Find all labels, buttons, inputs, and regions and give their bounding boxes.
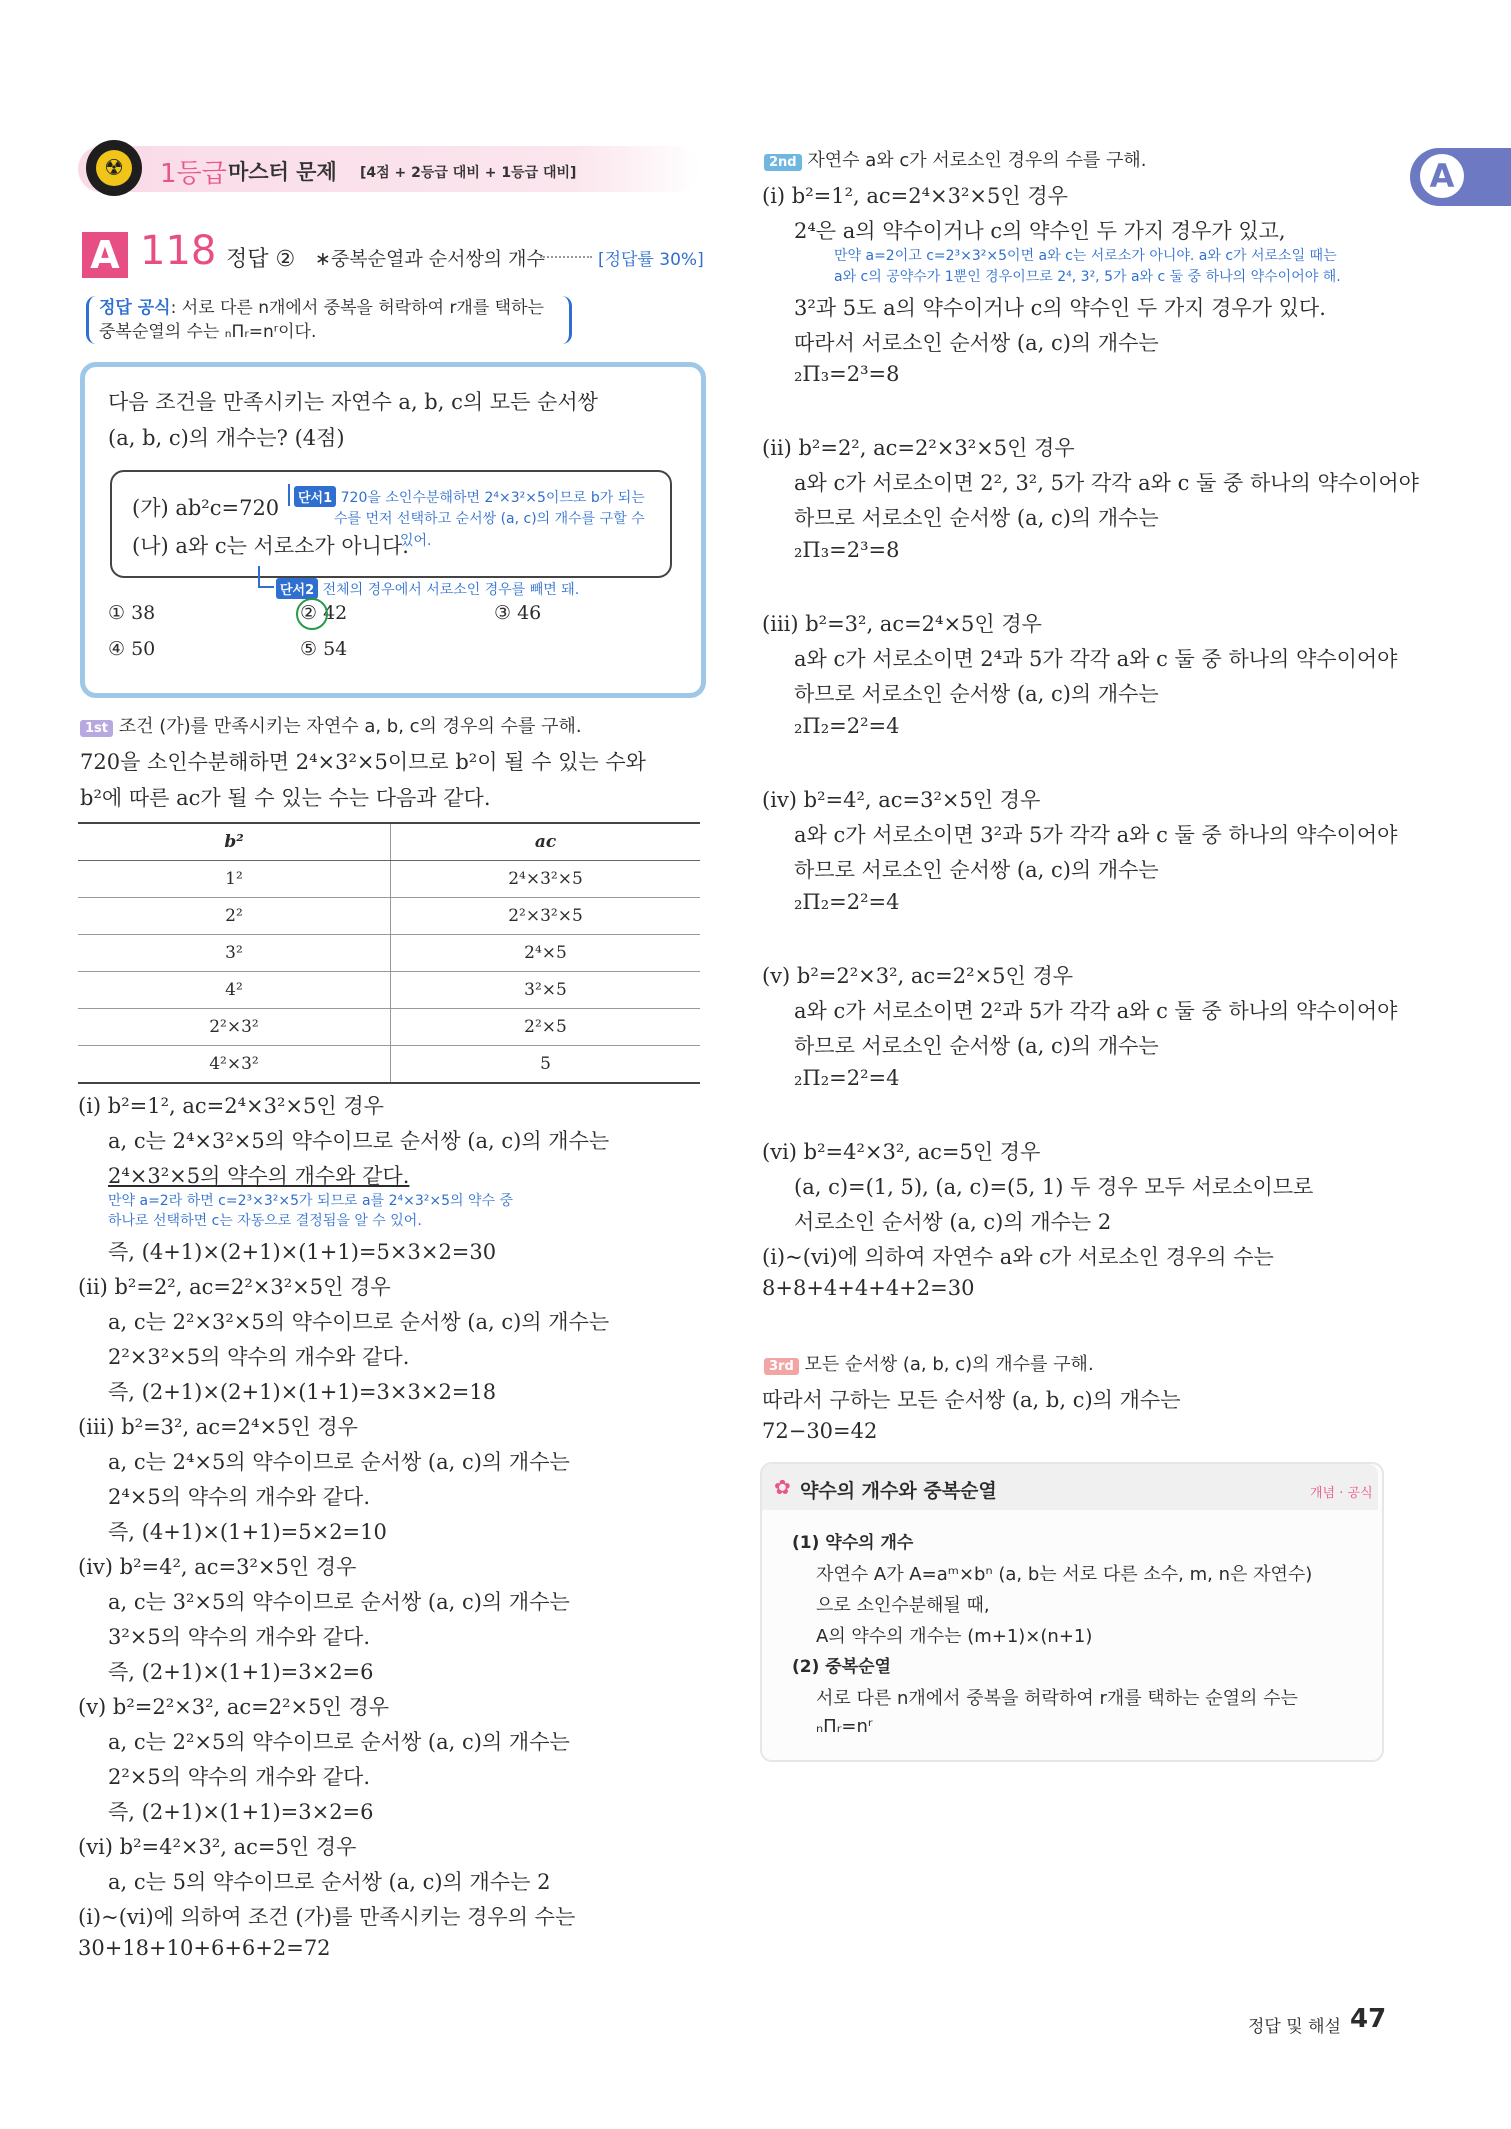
banner-grade: 1등급 — [160, 159, 227, 189]
right-case-line: 서로소인 순서쌍 (a, c)의 개수는 2 — [794, 1210, 1112, 1234]
left-case-line: a, c는 2⁴×5의 약수이므로 순서쌍 (a, c)의 개수는 — [108, 1450, 570, 1474]
right-case-line: ₂Π₃=2³=8 — [794, 538, 900, 562]
right-case-line: 2⁴은 a의 약수이거나 c의 약수인 두 가지 경우가 있고, — [794, 219, 1286, 243]
left-case-line: (ⅲ) b²=3², ac=2⁴×5인 경우 — [78, 1415, 358, 1439]
left-case-line: a, c는 2²×3²×5의 약수이므로 순서쌍 (a, c)의 개수는 — [108, 1310, 610, 1334]
table-cell: 2⁴×5 — [391, 935, 701, 972]
hint2-text: 전체의 경우에서 서로소인 경우를 빼면 돼. — [322, 582, 580, 598]
left-case-line: 2⁴×5의 약수의 개수와 같다. — [108, 1485, 371, 1509]
left-case-line: 2²×3²×5의 약수의 개수와 같다. — [108, 1345, 410, 1369]
step2-title: 자연수 a와 c가 서로소인 경우의 수를 구해. — [807, 150, 1147, 171]
banner-title: 마스터 문제 — [228, 160, 337, 184]
left-case-line: 즉, (4+1)×(2+1)×(1+1)=5×3×2=30 — [108, 1240, 497, 1264]
hint1-tag: 단서1 — [294, 486, 336, 507]
table-row — [78, 898, 700, 935]
table-cell: 2²×3²×5 — [391, 898, 701, 935]
condition-ga: (가) ab²c=720 — [132, 496, 280, 520]
left-case-line: (ⅴ) b²=2²×3², ac=2²×5인 경우 — [78, 1695, 390, 1719]
right-case-line: 하므로 서로소인 순서쌍 (a, c)의 개수는 — [794, 858, 1159, 882]
right-case-line: (ⅰ) b²=1², ac=2⁴×3²×5인 경우 — [762, 184, 1068, 208]
footer-label: 정답 및 해설 — [1248, 2017, 1341, 2037]
left-case-note: 만약 a=2라 하면 c=2³×3²×5가 되므로 a를 2⁴×3²×5의 약수 중 — [108, 1193, 513, 1209]
problem-text-2: (a, b, c)의 개수는? (4점) — [108, 426, 345, 450]
banner-subtitle: [4점 + 2등급 대비 + 1등급 대비] — [360, 165, 577, 181]
table-cell: 5 — [391, 1046, 701, 1084]
right-case-line: ₂Π₂=2²=4 — [794, 1066, 900, 1090]
table-cell: 4² — [78, 972, 391, 1009]
answer-circle-mark — [296, 598, 328, 630]
table-cell: 4²×3² — [78, 1046, 391, 1084]
concept-line: 으로 소인수분해될 때, — [816, 1595, 990, 1616]
hint1-text-a: 720을 소인수분해하면 2⁴×3²×5이므로 b가 되는 — [340, 490, 645, 506]
right-case-line: 하므로 서로소인 순서쌍 (a, c)의 개수는 — [794, 682, 1159, 706]
side-tab — [1410, 148, 1511, 206]
left-case-line: (ⅰ) b²=1², ac=2⁴×3²×5인 경우 — [78, 1094, 384, 1118]
formula-line2: 중복순열의 수는 ₙΠᵣ=nʳ이다. — [99, 322, 317, 342]
hint2-connector-h — [258, 586, 274, 588]
left-case-line: 즉, (2+1)×(1+1)=3×2=6 — [108, 1660, 374, 1684]
concept-line: ₙΠᵣ=nʳ — [816, 1716, 873, 1737]
dotted-leader — [540, 256, 592, 258]
left-case-line: 30+18+10+6+6+2=72 — [78, 1936, 331, 1960]
question-topic: ∗중복순열과 순서쌍의 개수 — [315, 248, 545, 270]
right-case-note: a와 c의 공약수가 1뿐인 경우이므로 2⁴, 3², 5가 a와 c 둘 중 하나의 약수이어야 해. — [834, 269, 1341, 285]
right-case-line: (ⅳ) b²=4², ac=3²×5인 경우 — [762, 788, 1041, 812]
table-header-ac: ac — [391, 823, 701, 861]
step1-line2: b²에 따른 ac가 될 수 있는 수는 다음과 같다. — [80, 786, 491, 810]
choice-5: ⑤ 54 — [300, 638, 348, 660]
step1-title: 조건 (가)를 만족시키는 자연수 a, b, c의 경우의 수를 구해. — [118, 716, 582, 737]
table-cell: 2⁴×3²×5 — [391, 861, 701, 898]
step3-line1: 따라서 구하는 모든 순서쌍 (a, b, c)의 개수는 — [762, 1388, 1181, 1412]
left-case-line: 3²×5의 약수의 개수와 같다. — [108, 1625, 371, 1649]
left-case-line: 2²×5의 약수의 개수와 같다. — [108, 1765, 371, 1789]
right-case-line: ₂Π₂=2²=4 — [794, 714, 900, 738]
question-number: 118 — [140, 228, 217, 274]
right-case-line: ₂Π₃=2³=8 — [794, 362, 900, 386]
table-header-b2: b² — [78, 823, 391, 861]
left-case-note: 하나로 선택하면 c는 자동으로 결정됨을 알 수 있어. — [108, 1213, 422, 1229]
right-case-line: 8+8+4+4+4+2=30 — [762, 1276, 975, 1300]
left-case-line: (ⅳ) b²=4², ac=3²×5인 경우 — [78, 1555, 357, 1579]
step1-label: 1st — [80, 720, 113, 737]
right-case-line: (ⅲ) b²=3², ac=2⁴×5인 경우 — [762, 612, 1042, 636]
hint-connector — [288, 484, 290, 506]
hint2-connector — [258, 566, 260, 586]
left-case-line: 즉, (2+1)×(2+1)×(1+1)=3×3×2=18 — [108, 1380, 497, 1404]
page-number: 47 — [1350, 2004, 1387, 2034]
left-case-line: 2⁴×3²×5의 약수의 개수와 같다. — [108, 1164, 410, 1188]
left-case-line: 즉, (2+1)×(1+1)=3×2=6 — [108, 1800, 374, 1824]
right-case-line: 하므로 서로소인 순서쌍 (a, c)의 개수는 — [794, 506, 1159, 530]
left-case-line: 즉, (4+1)×(1+1)=5×2=10 — [108, 1520, 387, 1544]
table-cell: 2²×3² — [78, 1009, 391, 1046]
table-cell: 1² — [78, 861, 391, 898]
concept-heading-2: (2) 중복순열 — [792, 1657, 891, 1677]
flower-icon: ✿ — [774, 1475, 791, 1499]
left-case-line: (ⅰ)~(ⅵ)에 의하여 조건 (가)를 만족시키는 경우의 수는 — [78, 1905, 576, 1929]
problem-text-1: 다음 조건을 만족시키는 자연수 a, b, c의 모든 순서쌍 — [108, 390, 598, 414]
concept-title: 약수의 개수와 중복순열 — [800, 1480, 997, 1502]
left-case-line: (ⅱ) b²=2², ac=2²×3²×5인 경우 — [78, 1275, 391, 1299]
choice-2: ② 42 — [300, 602, 348, 624]
right-case-line: a와 c가 서로소이면 3²과 5가 각각 a와 c 둘 중 하나의 약수이어야 — [794, 823, 1398, 847]
choice-1: ① 38 — [108, 602, 156, 624]
concept-line: 서로 다른 n개에서 중복을 허락하여 r개를 택하는 순열의 수는 — [816, 1688, 1298, 1709]
side-tab-letter: A — [1420, 154, 1464, 198]
table-cell: 2²×5 — [391, 1009, 701, 1046]
formula-line1: : 서로 다른 n개에서 중복을 허락하여 r개를 택하는 — [170, 298, 544, 318]
right-case-line: ₂Π₂=2²=4 — [794, 890, 900, 914]
question-badge: A — [82, 232, 128, 278]
table-cell: 3²×5 — [391, 972, 701, 1009]
step3-title: 모든 순서쌍 (a, b, c)의 개수를 구해. — [804, 1354, 1094, 1375]
formula-label: 정답 공식 — [99, 298, 171, 318]
table-row — [78, 935, 700, 972]
table-row — [78, 1046, 700, 1084]
right-case-line: 3²과 5도 a의 약수이거나 c의 약수인 두 가지 경우가 있다. — [794, 296, 1326, 320]
step1-line1: 720을 소인수분해하면 2⁴×3²×5이므로 b²이 될 수 있는 수와 — [80, 750, 646, 774]
hint1-text-b: 수를 먼저 선택하고 순서쌍 (a, c)의 개수를 구할 수 — [334, 511, 645, 527]
right-case-line: (ⅰ)~(ⅵ)에 의하여 자연수 a와 c가 서로소인 경우의 수는 — [762, 1245, 1274, 1269]
right-case-line: a와 c가 서로소이면 2⁴과 5가 각각 a와 c 둘 중 하나의 약수이어야 — [794, 647, 1398, 671]
table-row — [78, 861, 700, 898]
choice-4: ④ 50 — [108, 638, 156, 660]
right-case-line: 하므로 서로소인 순서쌍 (a, c)의 개수는 — [794, 1034, 1159, 1058]
left-case-line: a, c는 3²×5의 약수이므로 순서쌍 (a, c)의 개수는 — [108, 1590, 570, 1614]
concept-heading-1: (1) 약수의 개수 — [792, 1533, 914, 1553]
left-case-line: a, c는 2²×5의 약수이므로 순서쌍 (a, c)의 개수는 — [108, 1730, 570, 1754]
concept-line: A의 약수의 개수는 (m+1)×(n+1) — [816, 1626, 1093, 1647]
hint2-tag: 단서2 — [276, 578, 318, 599]
answer-label: 정답 ② — [226, 247, 296, 272]
table-row — [78, 972, 700, 1009]
right-case-note: 만약 a=2이고 c=2³×3²×5이면 a와 c는 서로소가 아니야. a와 c가 서로소일 때는 — [834, 248, 1337, 264]
table-cell: 2² — [78, 898, 391, 935]
condition-na: (나) a와 c는 서로소가 아니다. — [132, 534, 409, 558]
left-case-line: (ⅵ) b²=4²×3², ac=5인 경우 — [78, 1835, 357, 1859]
right-case-line: (a, c)=(1, 5), (a, c)=(5, 1) 두 경우 모두 서로소이므로 — [794, 1175, 1314, 1199]
factor-table — [78, 822, 700, 1084]
concept-line: 자연수 A가 A=aᵐ×bⁿ (a, b는 서로 다른 소수, m, n은 자연수) — [816, 1564, 1313, 1585]
right-case-line: (ⅱ) b²=2², ac=2²×3²×5인 경우 — [762, 436, 1075, 460]
choice-3: ③ 46 — [494, 602, 542, 624]
left-case-line: a, c는 2⁴×3²×5의 약수이므로 순서쌍 (a, c)의 개수는 — [108, 1129, 610, 1153]
right-case-line: a와 c가 서로소이면 2²과 5가 각각 a와 c 둘 중 하나의 약수이어야 — [794, 999, 1398, 1023]
right-case-line: (ⅴ) b²=2²×3², ac=2²×5인 경우 — [762, 964, 1074, 988]
step2-label: 2nd — [764, 154, 802, 171]
answer-formula — [86, 296, 572, 344]
bomb-icon: ☢ — [86, 140, 142, 196]
left-case-line: a, c는 5의 약수이므로 순서쌍 (a, c)의 개수는 2 — [108, 1870, 551, 1894]
table-cell: 3² — [78, 935, 391, 972]
table-row — [78, 1009, 700, 1046]
concept-tag: 개념 · 공식 — [1310, 1486, 1373, 1501]
right-case-line: 따라서 서로소인 순서쌍 (a, c)의 개수는 — [794, 331, 1159, 355]
right-case-line: a와 c가 서로소이면 2², 3², 5가 각각 a와 c 둘 중 하나의 약수이어야 — [794, 471, 1419, 495]
step3-label: 3rd — [764, 1358, 799, 1375]
step3-line2: 72−30=42 — [762, 1419, 878, 1443]
correct-rate: [정답률 30%] — [598, 250, 704, 270]
right-case-line: (ⅵ) b²=4²×3², ac=5인 경우 — [762, 1140, 1041, 1164]
hint1-text-c: 있어. — [400, 533, 432, 549]
